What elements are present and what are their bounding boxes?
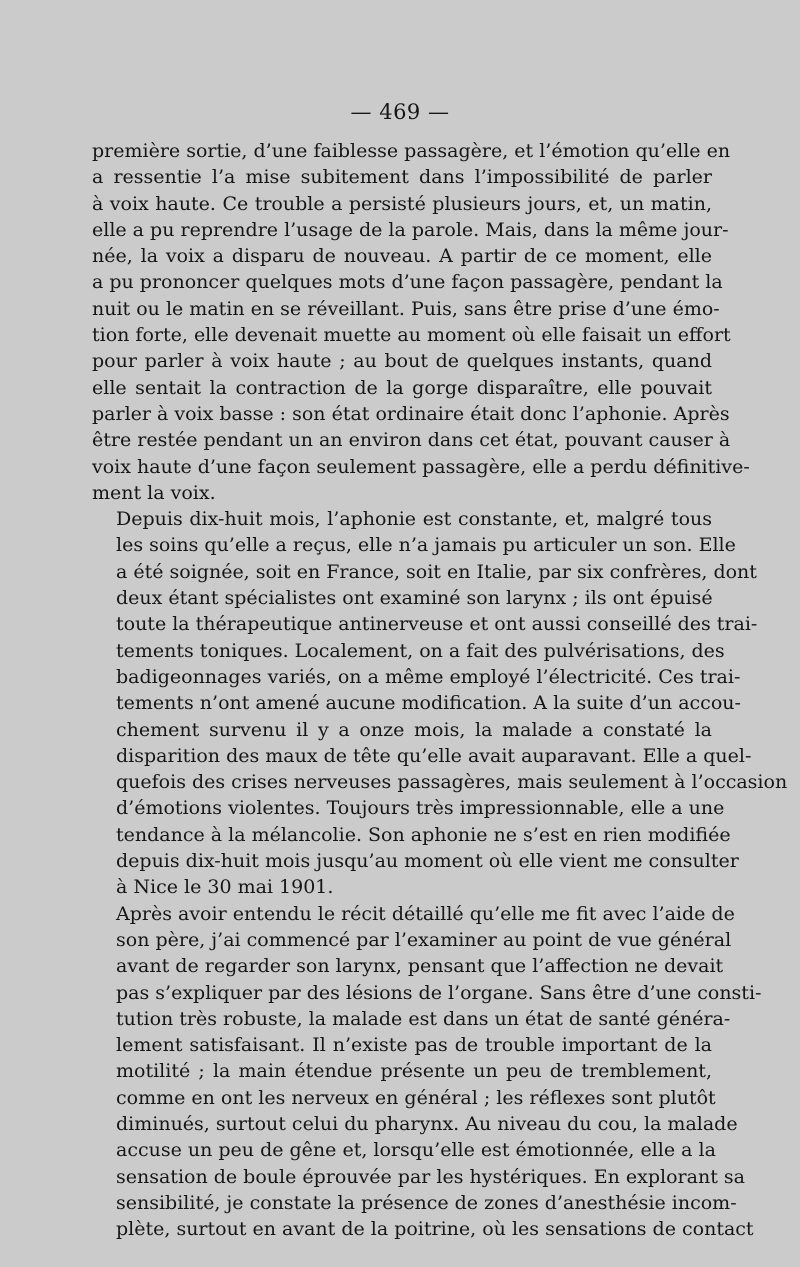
text-line: comme en ont les nerveux en général ; les réflexes sont plutôt bbox=[116, 1086, 716, 1109]
text-line: née, la voix a disparu de nouveau. A partir de ce moment, elle bbox=[92, 245, 712, 268]
paragraph-2 bbox=[92, 506, 788, 900]
text-line: pas s’expliquer par des lésions de l’organe. Sans être d’une consti- bbox=[116, 981, 762, 1004]
text-line: première sortie, d’une faiblesse passagère, et l’émotion qu’elle en bbox=[92, 140, 731, 162]
text-line: à Nice le 30 mai 1901. bbox=[116, 876, 334, 899]
text-line: elle sentait la contraction de la gorge disparaître, elle pouvait bbox=[92, 376, 712, 399]
text-line: disparition des maux de tête qu’elle avait auparavant. Elle a quel- bbox=[116, 744, 752, 767]
text-line: tendance à la mélancolie. Son aphonie ne s’est en rien modifiée bbox=[116, 823, 731, 846]
text-line: motilité ; la main étendue présente un peu de tremblement, bbox=[116, 1060, 712, 1083]
text-line: elle a pu reprendre l’usage de la parole. Mais, dans la même jour- bbox=[92, 218, 729, 241]
text-line: pour parler à voix haute ; au bout de quelques instants, quand bbox=[92, 350, 712, 373]
text-line: plète, surtout en avant de la poitrine, où les sensations de contact bbox=[116, 1218, 754, 1241]
text-line: a pu prononcer quelques mots d’une façon passagère, pendant la bbox=[92, 271, 723, 294]
text-line: voix haute d’une façon seulement passagère, elle a perdu définitive- bbox=[92, 455, 750, 478]
text-line: quefois des crises nerveuses passagères, mais seulement à l’occasion bbox=[116, 771, 788, 794]
text-line: depuis dix-huit mois jusqu’au moment où elle vient me consulter bbox=[116, 850, 739, 873]
text-line: être restée pendant un an environ dans cet état, pouvant causer à bbox=[92, 429, 731, 452]
text-line: sensibilité, je constate la présence de zones d’anesthésie incom- bbox=[116, 1191, 737, 1214]
text-line: parler à voix basse : son état ordinaire était donc l’aphonie. Après bbox=[92, 402, 730, 425]
text-line: chement survenu il y a onze mois, la malade a constaté la bbox=[116, 718, 712, 741]
text-line: ment la voix. bbox=[92, 481, 216, 504]
text-line: les soins qu’elle a reçus, elle n’a jamais pu articuler un son. Elle bbox=[116, 534, 736, 557]
text-line: Après avoir entendu le récit détaillé qu’elle me fit avec l’aide de bbox=[116, 902, 735, 925]
text-line: badigeonnages variés, on a même employé l’électricité. Ces trai- bbox=[116, 665, 741, 688]
page-number: — 469 — bbox=[350, 100, 450, 124]
text-line: avant de regarder son larynx, pensant que l’affection ne devait bbox=[116, 955, 724, 978]
text-line: nuit ou le matin en se réveillant. Puis, sans être prise d’une émo- bbox=[92, 297, 720, 320]
text-body bbox=[92, 138, 788, 1242]
paragraph-1 bbox=[92, 138, 750, 506]
paragraph-3 bbox=[92, 901, 762, 1243]
text-line: tion forte, elle devenait muette au moment où elle faisait un effort bbox=[92, 324, 731, 347]
text-line: son père, j’ai commencé par l’examiner au point de vue général bbox=[116, 928, 732, 951]
text-line: tements toniques. Localement, on a fait des pulvérisations, des bbox=[116, 639, 725, 662]
text-line: sensation de boule éprouvée par les hystériques. En explorant sa bbox=[116, 1165, 745, 1188]
text-line: à voix haute. Ce trouble a persisté plusieurs jours, et, un matin, bbox=[92, 192, 712, 215]
text-line: tements n’ont amené aucune modification. A la suite d’un accou- bbox=[116, 692, 741, 715]
text-line: diminués, surtout celui du pharynx. Au niveau du cou, la malade bbox=[116, 1112, 738, 1135]
text-line: a été soignée, soit en France, soit en Italie, par six confrères, dont bbox=[116, 560, 757, 583]
text-line: tution très robuste, la malade est dans un état de santé généra- bbox=[116, 1007, 731, 1030]
text-line: lement satisfaisant. Il n’existe pas de trouble important de la bbox=[116, 1034, 712, 1057]
text-line: deux étant spécialistes ont examiné son larynx ; ils ont épuisé bbox=[116, 587, 713, 610]
text-line: d’émotions violentes. Toujours très impressionnable, elle a une bbox=[116, 797, 725, 820]
text-line: toute la thérapeutique antinerveuse et ont aussi conseillé des trai- bbox=[116, 613, 758, 636]
text-line: Depuis dix-huit mois, l’aphonie est constante, et, malgré tous bbox=[116, 508, 712, 531]
text-line: a ressentie l’a mise subitement dans l’impossibilité de parler bbox=[92, 166, 712, 189]
text-line: accuse un peu de gêne et, lorsqu’elle est émotionnée, elle a la bbox=[116, 1139, 716, 1162]
